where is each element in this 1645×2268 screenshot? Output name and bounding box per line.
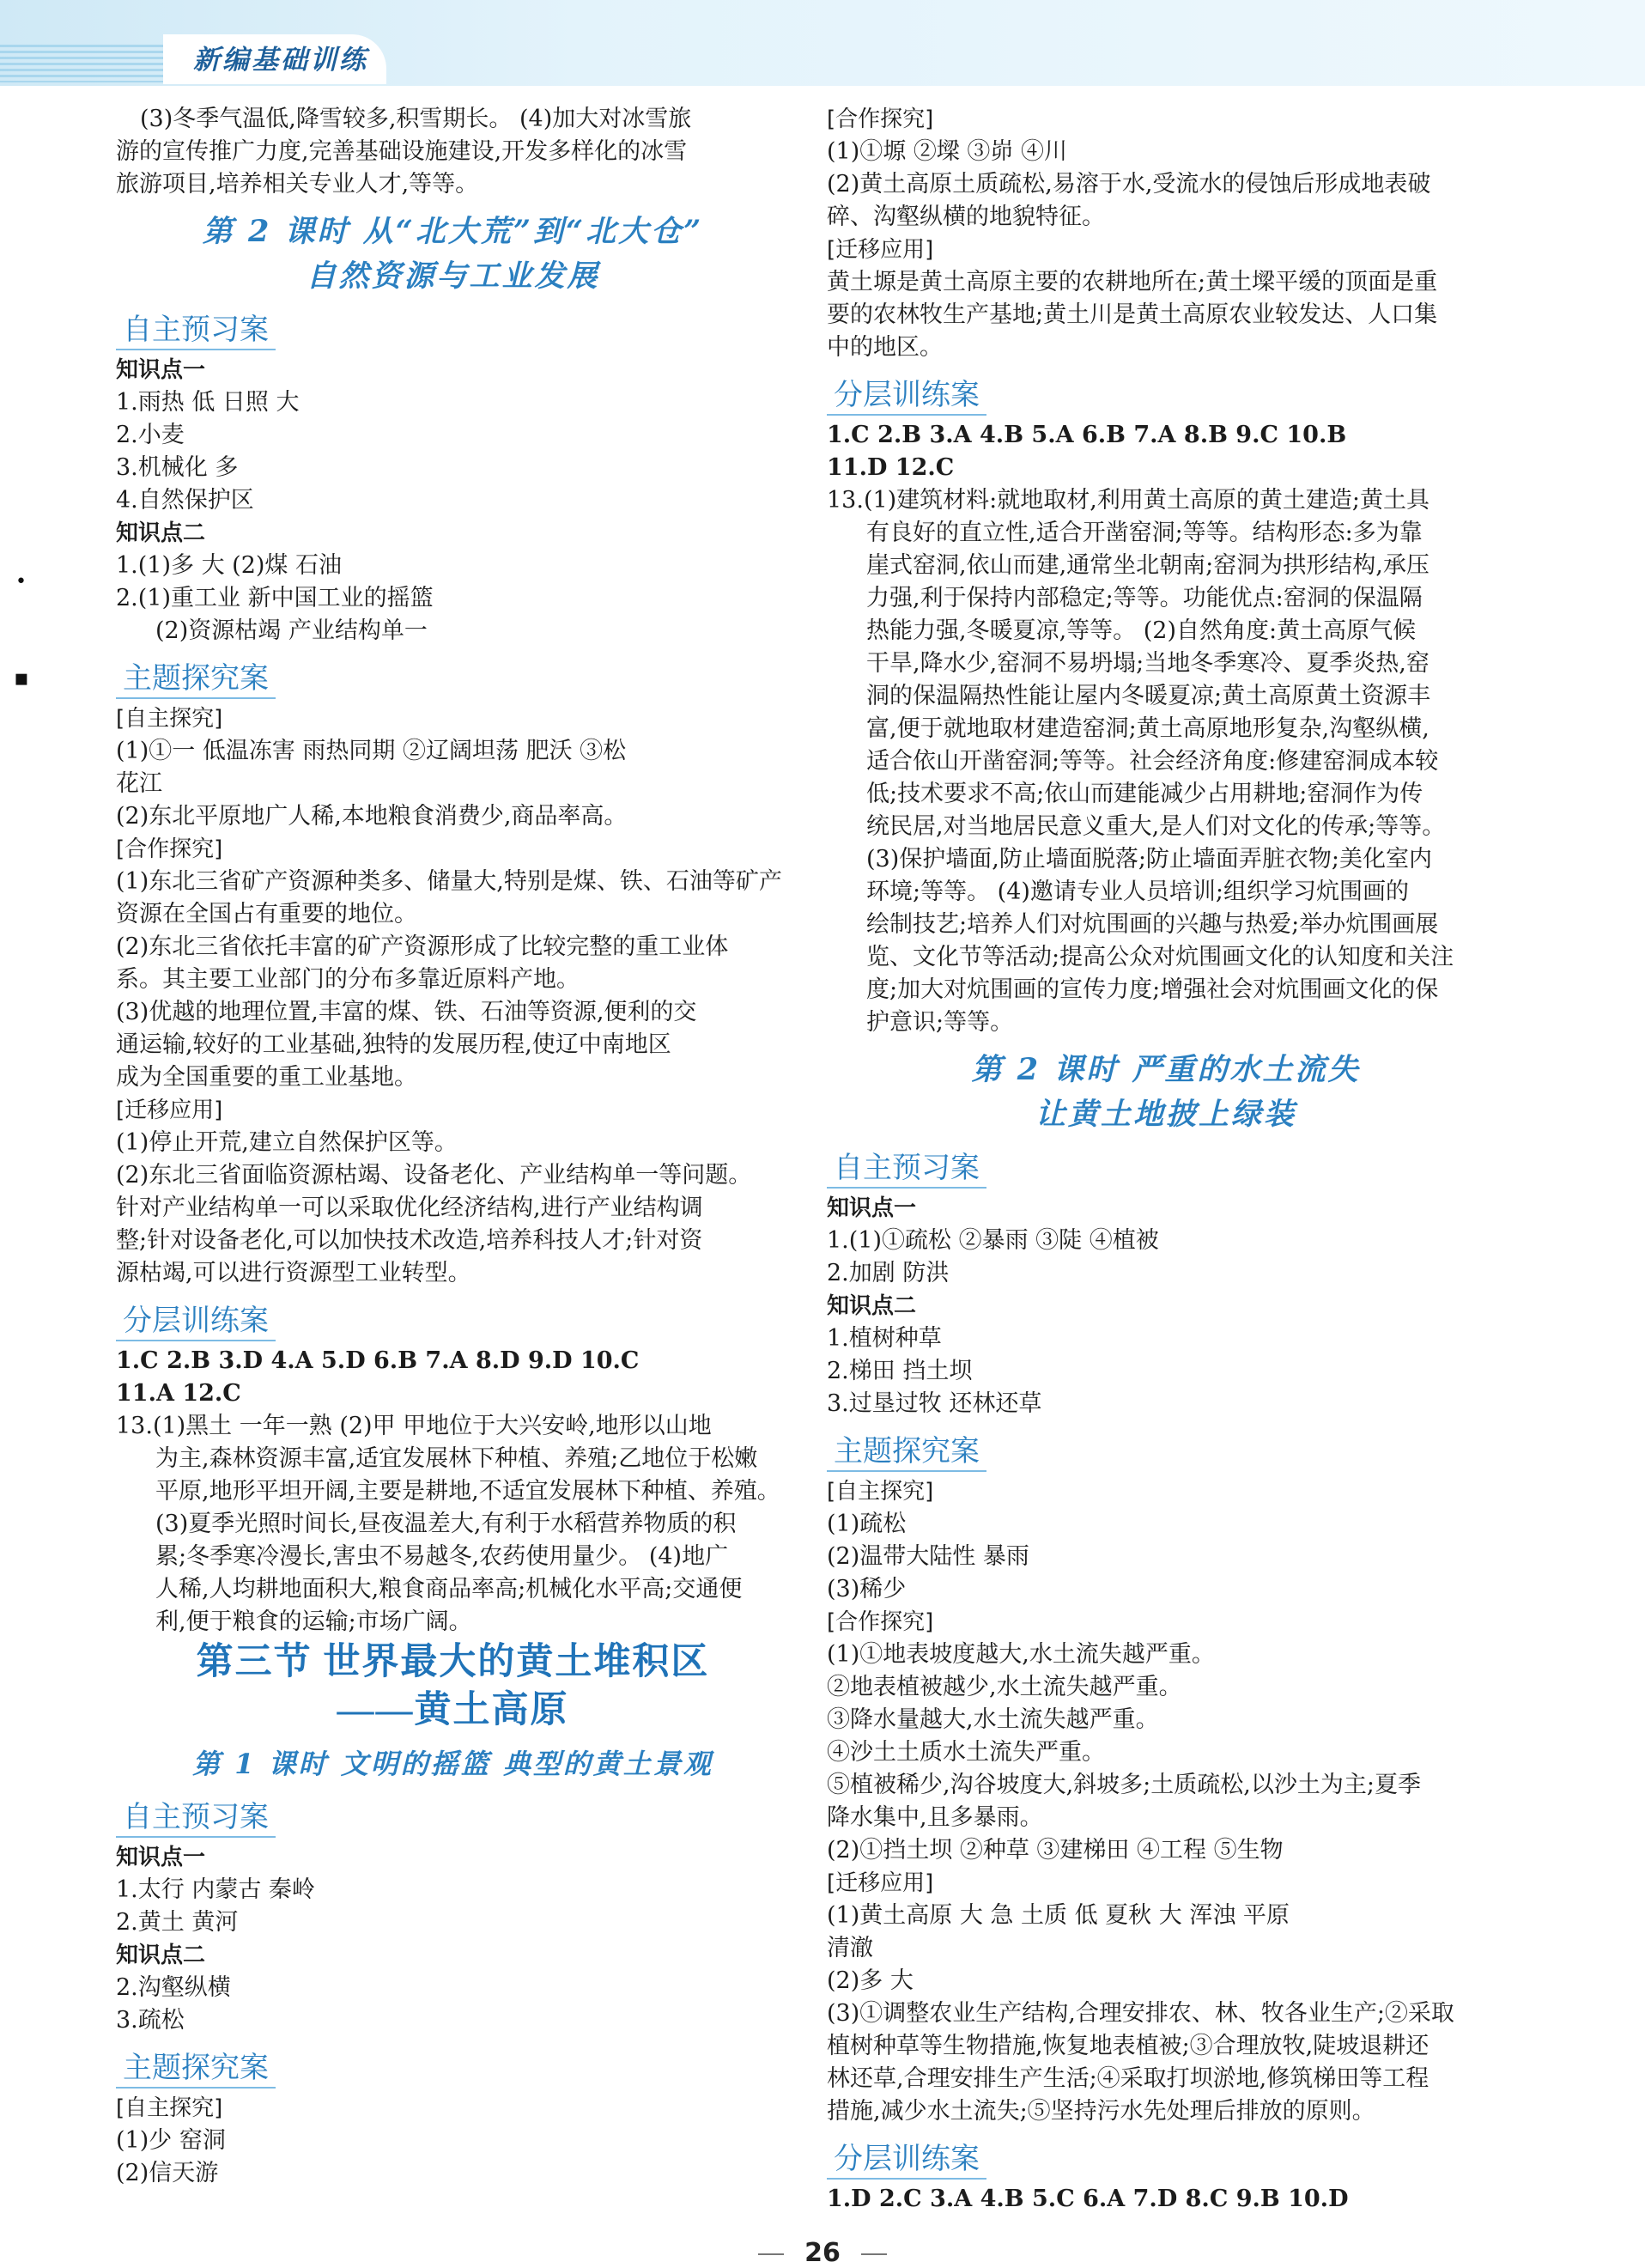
text-line: 黄土塬是黄土高原主要的农耕地所在;黄土墚平缓的顶面是重 bbox=[827, 269, 1438, 295]
text-line: (2)东北三省面临资源枯竭、设备老化、产业结构单一等问题。 bbox=[116, 1162, 752, 1189]
text-line: 通运输,较好的工业基础,独特的发展历程,使辽中南地区 bbox=[116, 1031, 671, 1058]
knowledge-point-label: 知识点一 bbox=[116, 1845, 206, 1870]
text-line: 4.自然保护区 bbox=[116, 487, 254, 514]
text-line: 1.太行 内蒙古 秦岭 bbox=[116, 1876, 315, 1903]
text-line: 旅游项目,培养相关专业人才,等等。 bbox=[116, 171, 479, 198]
text-line: (3)保护墙面,防止墙面脱落;防止墙面弄脏衣物;美化室内 bbox=[866, 846, 1433, 873]
section-heading-preview: 自主预习案 bbox=[827, 1149, 986, 1189]
text-line: 2.加剧 防洪 bbox=[827, 1260, 950, 1286]
knowledge-point-label: 知识点二 bbox=[116, 520, 206, 546]
left-column bbox=[116, 103, 790, 2190]
text-line: (1)东北三省矿产资源种类多、储量大,特别是煤、铁、石油等矿产 bbox=[116, 868, 782, 895]
text-line: 措施,减少水土流失;⑤坚持污水先处理后排放的原则。 bbox=[827, 2098, 1375, 2125]
text-line: 1.(1)①疏松 ②暴雨 ③陡 ④植被 bbox=[827, 1227, 1159, 1254]
text-line: 3.过垦过牧 还林还草 bbox=[827, 1390, 1042, 1417]
text-line: 热能力强,冬暖夏凉,等等。 (2)自然角度:黄土高原气候 bbox=[866, 617, 1417, 644]
text-line: (2)多 大 bbox=[827, 1967, 914, 1994]
text-line: (2)资源枯竭 产业结构单一 bbox=[155, 617, 428, 644]
text-line: 2.(1)重工业 新中国工业的摇篮 bbox=[116, 585, 434, 611]
text-line: ④沙土土质水土流失严重。 bbox=[827, 1739, 1105, 1766]
section-heading-training: 分层训练案 bbox=[827, 376, 986, 416]
subsection-label: [迁移应用] bbox=[116, 1098, 223, 1123]
text-line: (2)黄土高原土质疏松,易溶于水,受流水的侵蚀后形成地表破 bbox=[827, 171, 1431, 198]
answer-line: 1.D 2.C 3.A 4.B 5.C 6.A 7.D 8.C 9.B 10.D bbox=[827, 2186, 1349, 2212]
text-line: 低;技术要求不高;依山而建能减少占用耕地;窑洞作为传 bbox=[866, 781, 1423, 807]
text-line: 护意识;等等。 bbox=[866, 1009, 1014, 1036]
page-header bbox=[0, 0, 1645, 86]
text-line: ③降水量越大,水土流失越严重。 bbox=[827, 1706, 1159, 1733]
lesson-title: 第 1 课时 文明的摇篮 典型的黄土景观 bbox=[192, 1748, 713, 1780]
subsection-label: [合作探究] bbox=[827, 1609, 934, 1635]
text-line: (2)东北三省依托丰富的矿产资源形成了比较完整的重工业体 bbox=[116, 933, 729, 960]
text-line: ②地表植被越少,水土流失越严重。 bbox=[827, 1674, 1182, 1700]
text-line: (2)温带大陆性 暴雨 bbox=[827, 1543, 1029, 1570]
text-line: 整;针对设备老化,可以加快技术改造,培养科技人才;针对资 bbox=[116, 1227, 703, 1254]
text-line: 平原,地形平坦开阔,主要是耕地,不适宜发展林下种植、养殖。 bbox=[155, 1478, 780, 1505]
answer-line: 11.D 12.C bbox=[827, 454, 955, 481]
text-line: 有良好的直立性,适合开凿窑洞;等等。结构形态:多为靠 bbox=[866, 520, 1423, 546]
text-line: (3)优越的地理位置,丰富的煤、铁、石油等资源,便利的交 bbox=[116, 999, 697, 1025]
text-line: (1)①一 低温冻害 雨热同期 ②辽阔坦荡 肥沃 ③松 bbox=[116, 738, 627, 764]
text-line: 资源在全国占有重要的地位。 bbox=[116, 901, 417, 927]
text-line: 植树种草等生物措施,恢复地表植被;③合理放牧,陡坡退耕还 bbox=[827, 2033, 1430, 2059]
text-line: 富,便于就地取材建造窑洞;黄土高原地形复杂,沟壑纵横, bbox=[866, 715, 1430, 742]
text-line: 为主,森林资源丰富,适宜发展林下种植、养殖;乙地位于松嫩 bbox=[155, 1445, 758, 1472]
text-line: 中的地区。 bbox=[827, 334, 943, 361]
lesson-subtitle: 自然资源与工业发展 bbox=[306, 258, 600, 294]
text-line: 系。其主要工业部门的分布多靠近原料产地。 bbox=[116, 966, 580, 993]
text-line: 碎、沟壑纵横的地貌特征。 bbox=[827, 204, 1105, 230]
text-line: 13.(1)建筑材料:就地取材,利用黄土高原的黄土建造;黄土具 bbox=[827, 487, 1430, 514]
section-heading-preview: 自主预习案 bbox=[116, 1798, 276, 1838]
section-heading-explore: 主题探究案 bbox=[116, 660, 276, 699]
knowledge-point-label: 知识点一 bbox=[116, 357, 206, 383]
text-line: 清澈 bbox=[827, 1935, 873, 1961]
text-line: (3)①调整农业生产结构,合理安排农、林、牧各业生产;②采取 bbox=[827, 2000, 1454, 2027]
text-line: 力强,利于保持内部稳定;等等。功能优点:窑洞的保温隔 bbox=[866, 585, 1423, 611]
knowledge-point-label: 知识点二 bbox=[116, 1943, 206, 1968]
text-line: 3.疏松 bbox=[116, 2007, 185, 2034]
text-line: (2)①挡土坝 ②种草 ③建梯田 ④工程 ⑤生物 bbox=[827, 1837, 1284, 1864]
text-line: 花江 bbox=[116, 770, 162, 797]
text-line: (1)少 窑洞 bbox=[116, 2127, 226, 2154]
section-subtitle: ——黄土高原 bbox=[337, 1690, 569, 1730]
text-line: 2.沟壑纵横 bbox=[116, 1974, 231, 2001]
text-line: 度;加大对炕围画的宣传力度;增强社会对炕围画文化的保 bbox=[866, 976, 1439, 1003]
text-line: 针对产业结构单一可以采取优化经济结构,进行产业结构调 bbox=[116, 1195, 703, 1221]
subsection-label: [自主探究] bbox=[116, 706, 223, 732]
page-number: 26 bbox=[0, 2238, 1645, 2268]
answer-line: 1.C 2.B 3.A 4.B 5.A 6.B 7.A 8.B 9.C 10.B bbox=[827, 422, 1347, 448]
text-line: (2)信天游 bbox=[116, 2160, 219, 2186]
text-line: 绘制技艺;培养人们对炕围画的兴趣与热爱;举办炕围画展 bbox=[866, 911, 1439, 938]
text-line: 累;冬季寒冷漫长,害虫不易越冬,农药使用量少。 (4)地广 bbox=[155, 1543, 729, 1570]
text-line: 2.黄土 黄河 bbox=[116, 1909, 239, 1936]
text-line: 2.小麦 bbox=[116, 422, 185, 448]
text-line: (1)疏松 bbox=[827, 1511, 907, 1537]
section-heading-preview: 自主预习案 bbox=[116, 311, 276, 350]
text-line: 降水集中,且多暴雨。 bbox=[827, 1804, 1043, 1831]
subsection-label: [自主探究] bbox=[116, 2095, 223, 2121]
header-stripes bbox=[0, 45, 172, 82]
text-line: (1)①地表坡度越大,水土流失越严重。 bbox=[827, 1641, 1215, 1668]
scan-mark: ▪ bbox=[14, 666, 29, 691]
text-line: 林还草,合理安排生产生活;④采取打坝淤地,修筑梯田等工程 bbox=[827, 2065, 1430, 2092]
subsection-label: [迁移应用] bbox=[827, 1870, 934, 1896]
subsection-label: [合作探究] bbox=[827, 106, 934, 132]
text-line: 游的宣传推广力度,完善基础设施建设,开发多样化的冰雪 bbox=[116, 138, 688, 165]
lesson-title: 第 2 课时 严重的水土流失 bbox=[971, 1052, 1361, 1087]
section-heading-explore: 主题探究案 bbox=[827, 1432, 986, 1472]
text-line: 环境;等等。 (4)邀请专业人员培训;组织学习炕围画的 bbox=[866, 879, 1410, 905]
text-line: 2.梯田 挡土坝 bbox=[827, 1358, 973, 1384]
text-line: 成为全国重要的重工业基地。 bbox=[116, 1064, 417, 1091]
text-line: (1)黄土高原 大 急 土质 低 夏秋 大 浑浊 平原 bbox=[827, 1902, 1290, 1929]
text-line: 1.植树种草 bbox=[827, 1325, 942, 1352]
text-line: (1)停止开荒,建立自然保护区等。 bbox=[116, 1129, 458, 1156]
header-title: 新编基础训练 bbox=[193, 45, 368, 76]
text-line: (3)稀少 bbox=[827, 1576, 907, 1602]
text-line: 要的农林牧生产基地;黄土川是黄土高原农业较发达、人口集 bbox=[827, 301, 1438, 328]
lesson-title: 第 2 课时 从“北大荒”到“北大仓” bbox=[202, 214, 704, 249]
section-heading-explore: 主题探究案 bbox=[116, 2049, 276, 2089]
lesson-subtitle: 让黄土地披上绿装 bbox=[1035, 1097, 1296, 1132]
text-line: 适合依山开凿窑洞;等等。社会经济角度:修建窑洞成本较 bbox=[866, 748, 1439, 775]
answer-line: 11.A 12.C bbox=[116, 1380, 241, 1407]
subsection-label: [迁移应用] bbox=[827, 237, 934, 263]
text-line: ⑤植被稀少,沟谷坡度大,斜坡多;土质疏松,以沙土为主;夏季 bbox=[827, 1772, 1421, 1798]
scan-mark: • bbox=[15, 571, 27, 593]
text-line: (1)①塬 ②墚 ③峁 ④川 bbox=[827, 138, 1067, 165]
text-line: 人稀,人均耕地面积大,粮食商品率高;机械化水平高;交通便 bbox=[155, 1576, 743, 1602]
text-line: 利,便于粮食的运输;市场广阔。 bbox=[155, 1608, 472, 1635]
text-line: 13.(1)黑土 一年一熟 (2)甲 甲地位于大兴安岭,地形以山地 bbox=[116, 1413, 712, 1439]
text-line: 统民居,对当地居民意义重大,是人们对文化的传承;等等。 bbox=[866, 813, 1446, 840]
section-heading-training: 分层训练案 bbox=[827, 2140, 986, 2180]
section-title: 第三节 世界最大的黄土堆积区 bbox=[196, 1642, 710, 1682]
text-line: 览、文化节等活动;提高公众对炕围画文化的认知度和关注 bbox=[866, 944, 1454, 970]
text-line: 1.雨热 低 日照 大 bbox=[116, 389, 300, 416]
answer-line: 1.C 2.B 3.D 4.A 5.D 6.B 7.A 8.D 9.D 10.C bbox=[116, 1347, 640, 1374]
text-line: 干旱,降水少,窑洞不易坍塌;当地冬季寒冷、夏季炎热,窑 bbox=[866, 650, 1430, 677]
knowledge-point-label: 知识点二 bbox=[827, 1293, 917, 1319]
text-line: (2)东北平原地广人稀,本地粮食消费少,商品率高。 bbox=[116, 803, 628, 830]
text-line: (3)夏季光照时间长,昼夜温差大,有利于水稻营养物质的积 bbox=[155, 1511, 737, 1537]
right-column bbox=[827, 103, 1505, 2216]
knowledge-point-label: 知识点一 bbox=[827, 1195, 917, 1221]
text-line: 洞的保温隔热性能让屋内冬暖夏凉;黄土高原黄土资源丰 bbox=[866, 683, 1431, 709]
text-line: 源枯竭,可以进行资源型工业转型。 bbox=[116, 1260, 471, 1286]
text-line: 1.(1)多 大 (2)煤 石油 bbox=[116, 552, 342, 579]
text-line: 3.机械化 多 bbox=[116, 454, 239, 481]
text-line: (3)冬季气温低,降雪较多,积雪期长。 (4)加大对冰雪旅 bbox=[140, 106, 692, 132]
text-line: 崖式窑洞,依山而建,通常坐北朝南;窑洞为拱形结构,承压 bbox=[866, 552, 1430, 579]
section-heading-training: 分层训练案 bbox=[116, 1302, 276, 1341]
subsection-label: [自主探究] bbox=[827, 1479, 934, 1505]
subsection-label: [合作探究] bbox=[116, 836, 223, 862]
